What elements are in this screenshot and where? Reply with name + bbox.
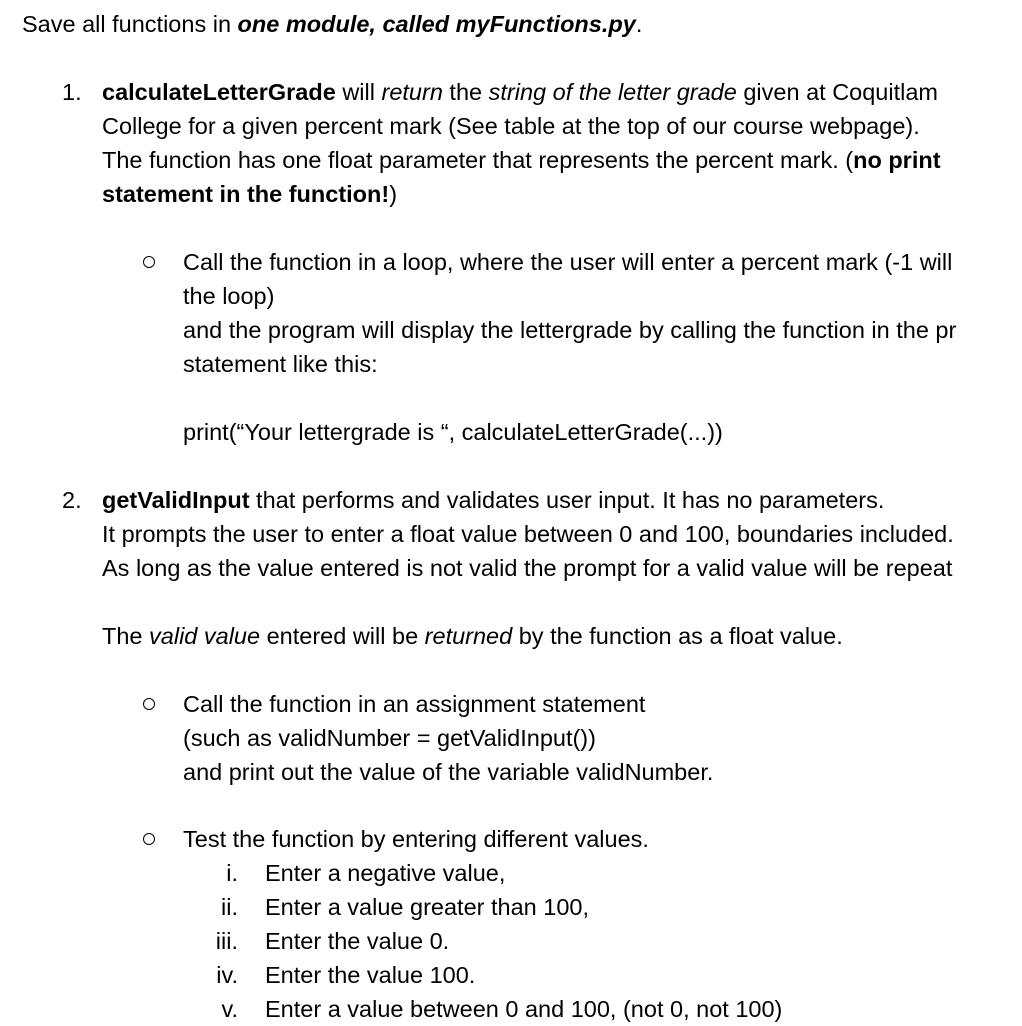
item1-number: 1. <box>62 79 82 105</box>
item1-line2: College for a given percent mark (See table at the top of our course webpage). <box>102 113 920 139</box>
item2-sub1-line1: Call the function in an assignment statement <box>183 691 646 717</box>
item1-line3 <box>102 143 941 177</box>
intro-line <box>22 7 642 41</box>
item1-text: the <box>442 79 489 105</box>
item2-line2: It prompts the user to enter a float value between 0 and 100, boundaries included. <box>102 521 954 547</box>
item1-italic-string: string of the letter grade <box>488 79 737 105</box>
item1-bold-note: no print <box>853 147 941 173</box>
intro-suffix: . <box>635 11 643 37</box>
item1-sub-line2: the loop) <box>183 283 275 309</box>
item2-line3: As long as the value entered is not valid the prompt for a valid value will be repeat <box>102 555 953 581</box>
intro-prefix: Save all functions in <box>22 11 238 37</box>
item1-text: ) <box>389 181 398 207</box>
item1-line1 <box>102 75 938 109</box>
item2-text: entered will be <box>260 623 425 649</box>
item2-line1 <box>102 483 884 517</box>
step-numeral: iii. <box>215 928 238 954</box>
bullet-circle-icon <box>143 833 155 845</box>
item1-italic-return: return <box>381 79 443 105</box>
item2-text: The <box>102 623 150 649</box>
item2-text: that performs and validates user input. It has no parameters. <box>249 487 885 513</box>
item1-text: The function has one float parameter that represents the percent mark. ( <box>102 147 854 173</box>
item1-text: will <box>335 79 382 105</box>
item2-sub1-line2: (such as validNumber = getValidInput()) <box>183 725 596 751</box>
step-text: Enter the value 0. <box>265 928 450 954</box>
bullet-circle-icon <box>143 256 155 268</box>
step-text: Enter the value 100. <box>265 962 476 988</box>
item2-sub1-line3: and print out the value of the variable validNumber. <box>183 759 714 785</box>
item2-number: 2. <box>62 487 82 513</box>
item2-sub2-line1: Test the function by entering different values. <box>183 826 649 852</box>
step-text: Enter a value between 0 and 100, (not 0, not 100) <box>265 996 783 1022</box>
item1-line4 <box>102 177 397 211</box>
item2-italic-returned: returned <box>424 623 513 649</box>
step-text: Enter a value greater than 100, <box>265 894 589 920</box>
intro-module-name: one module, called myFunctions.py <box>237 11 636 37</box>
bullet-circle-icon <box>143 698 155 710</box>
item1-sub-line4: statement like this: <box>183 351 378 377</box>
step-numeral: iv. <box>216 962 238 988</box>
step-numeral: ii. <box>221 894 238 920</box>
item2-text: by the function as a float value. <box>512 623 843 649</box>
item1-function-name: calculateLetterGrade <box>102 79 336 105</box>
item1-code-example: print(“Your lettergrade is “, calculateLetterGrade(...)) <box>183 419 723 445</box>
step-text: Enter a negative value, <box>265 860 506 886</box>
item1-sub-line3: and the program will display the lettergrade by calling the function in the pr <box>183 317 957 343</box>
step-numeral: v. <box>221 996 238 1022</box>
item1-bold-note: statement in the function! <box>102 181 390 207</box>
step-numeral: i. <box>226 860 238 886</box>
item2-line4 <box>102 619 843 653</box>
item2-function-name: getValidInput <box>102 487 250 513</box>
item1-sub-line1: Call the function in a loop, where the user will enter a percent mark (-1 will <box>183 249 953 275</box>
item2-italic-valid-value: valid value <box>149 623 261 649</box>
item1-text: given at Coquitlam <box>736 79 938 105</box>
